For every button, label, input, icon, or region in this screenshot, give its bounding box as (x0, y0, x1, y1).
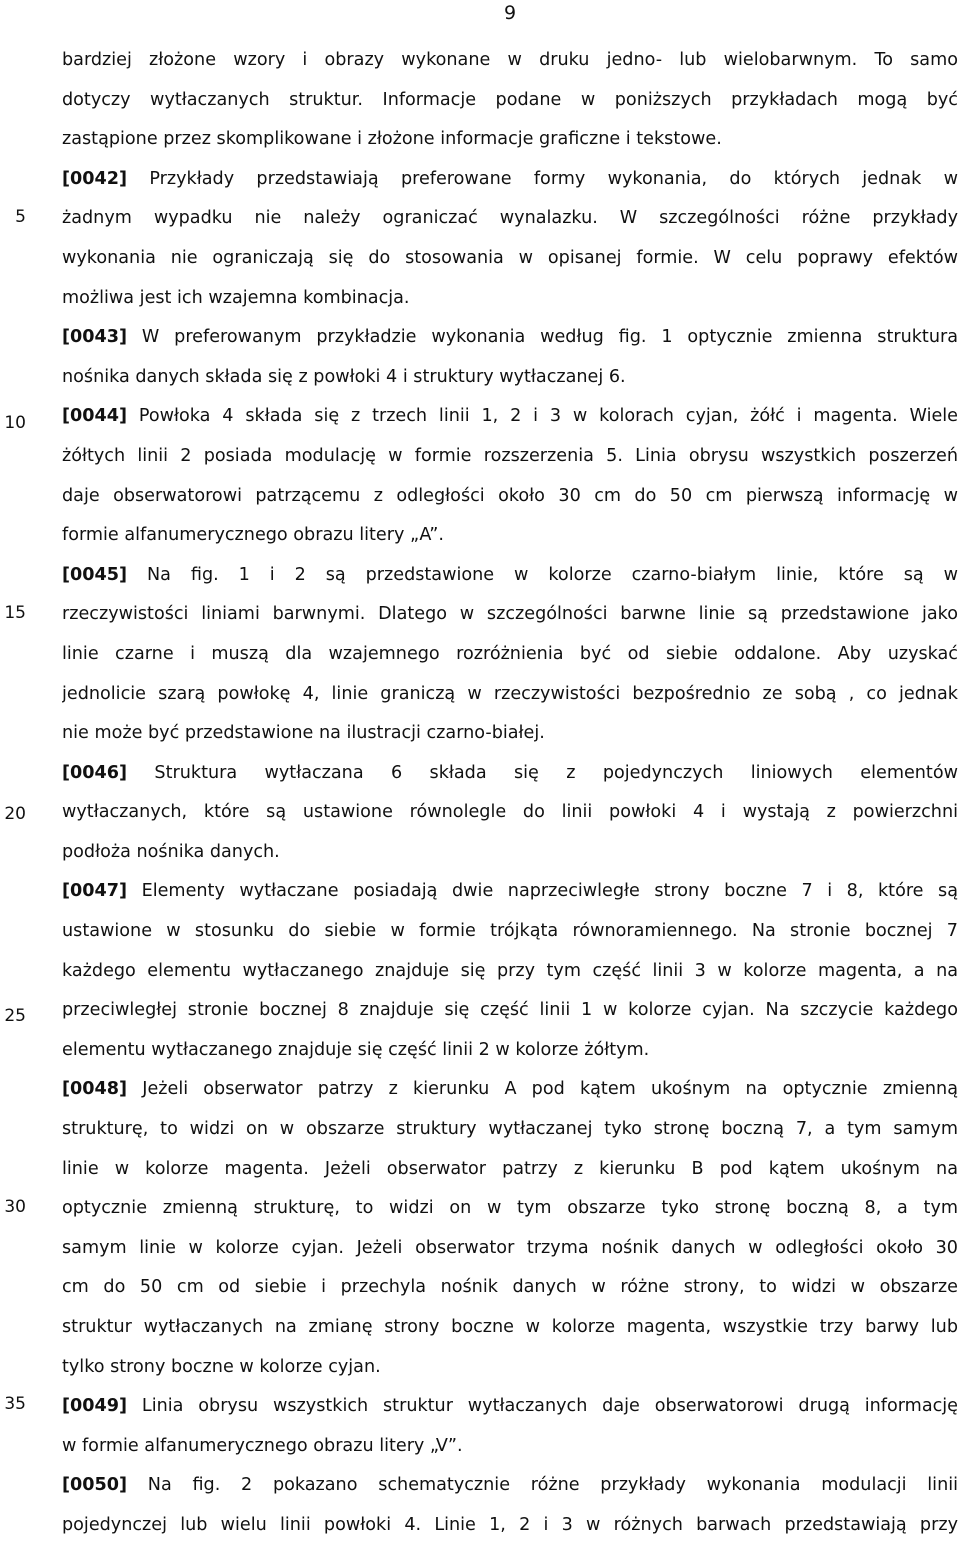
text-line (62, 1150, 958, 1190)
paragraph-first-line (62, 1387, 958, 1427)
line-text: zastąpione przez skomplikowane i złożone informacje graficzne i tekstowe. (62, 129, 722, 150)
text-line (62, 1427, 958, 1467)
paragraph-number: [0050] (62, 1475, 128, 1496)
line-text: bardziej złożone wzory i obrazy wykonane w druku jedno- lub wielobarwnym. To samo (62, 50, 958, 70)
margin-line-number: 30 (4, 1197, 26, 1217)
text-line (62, 1268, 958, 1308)
line-text: Struktura wytłaczana 6 składa się z pojedynczych liniowych elementów (127, 762, 958, 783)
paragraph-first-line (62, 1466, 958, 1506)
text-line (62, 675, 958, 715)
paragraph-number: [0044] (62, 406, 128, 427)
line-text: strukturę, to widzi on w obszarze struktury wytłaczanej tyko stronę boczną 7, a tym samym (62, 1119, 958, 1140)
line-text: formie alfanumerycznego obrazu litery „A”. (62, 525, 444, 546)
text-line (62, 239, 958, 279)
paragraph-number: [0043] (62, 327, 128, 348)
margin-line-number: 15 (4, 603, 26, 623)
page-number: 9 (503, 2, 517, 24)
text-line (62, 1308, 958, 1348)
text-line (62, 991, 958, 1031)
text-line (62, 635, 958, 675)
margin-line-number: 20 (4, 804, 26, 824)
line-text: podłoża nośnika danych. (62, 841, 280, 862)
line-text: tylko strony boczne w kolorze cyjan. (62, 1356, 381, 1377)
text-line (62, 358, 958, 398)
line-text: w formie alfanumerycznego obrazu litery „V”. (62, 1435, 463, 1456)
paragraph-number: [0049] (62, 1396, 128, 1417)
document-body (62, 41, 958, 1546)
text-line (62, 120, 958, 160)
line-text: ustawione w stosunku do siebie w formie trójkąta równoramiennego. Na stronie bocznej 7 (62, 921, 958, 942)
line-text: wytłaczanych, które są ustawione równolegle do linii powłoki 4 i wystają z powierzchni (62, 802, 958, 823)
text-line (62, 41, 958, 81)
text-line (62, 516, 958, 556)
line-text: linie w kolorze magenta. Jeżeli obserwator patrzy z kierunku B pod kątem ukośnym na (62, 1158, 958, 1179)
margin-line-number: 5 (15, 207, 26, 227)
text-line (62, 1110, 958, 1150)
line-text: jednolicie szarą powłokę 4, linie graniczą w rzeczywistości bezpośrednio ze sobą , co jednak (62, 683, 958, 704)
text-line (62, 1229, 958, 1269)
text-line (62, 595, 958, 635)
line-text: linie czarne i muszą dla wzajemnego rozróżnienia być od siebie oddalone. Aby uzyskać (62, 643, 958, 664)
line-text: Na fig. 1 i 2 są przedstawione w kolorze czarno-białym linie, które są w (127, 564, 958, 585)
line-text: nośnika danych składa się z powłoki 4 i struktury wytłaczanej 6. (62, 366, 626, 387)
line-text: przeciwległej stronie bocznej 8 znajduje się część linii 1 w kolorze cyjan. Na szczycie każdego (62, 1000, 958, 1021)
text-line (62, 81, 958, 121)
paragraph-first-line (62, 318, 958, 358)
text-line (62, 437, 958, 477)
margin-line-number: 25 (4, 1006, 26, 1026)
paragraph-number: [0042] (62, 168, 128, 189)
line-text: nie może być przedstawione na ilustracji czarno-białej. (62, 723, 545, 744)
line-text: struktur wytłaczanych na zmianę strony boczne w kolorze magenta, wszystkie trzy barwy lub (62, 1317, 958, 1337)
text-line (62, 952, 958, 992)
text-line (62, 833, 958, 873)
paragraph-first-line (62, 872, 958, 912)
line-text: dotyczy wytłaczanych struktur. Informacje podane w poniższych przykładach mogą być (62, 89, 958, 110)
paragraph-first-line (62, 397, 958, 437)
line-text: pojedynczej lub wielu linii powłoki 4. Linie 1, 2 i 3 w różnych barwach przedstawiają przy (62, 1514, 958, 1535)
paragraph-number: [0046] (62, 762, 128, 783)
line-text: Na fig. 2 pokazano schematycznie różne przykłady wykonania modulacji linii (127, 1475, 958, 1496)
line-text: Jeżeli obserwator patrzy z kierunku A pod kątem ukośnym na optycznie zmienną (127, 1079, 958, 1100)
paragraph-number: [0045] (62, 564, 128, 585)
text-line (62, 477, 958, 517)
text-line (62, 1189, 958, 1229)
margin-line-number: 10 (4, 413, 26, 433)
paragraph-first-line (62, 160, 958, 200)
line-text: elementu wytłaczanego znajduje się część linii 2 w kolorze żółtym. (62, 1039, 650, 1060)
line-text: samym linie w kolorze cyjan. Jeżeli obserwator trzyma nośnik danych w odległości około 30 (62, 1237, 958, 1258)
text-line (62, 714, 958, 754)
line-text: każdego elementu wytłaczanego znajduje się przy tym część linii 3 w kolorze magenta, a na (62, 960, 958, 981)
line-text: W preferowanym przykładzie wykonania według fig. 1 optycznie zmienna struktura (127, 327, 958, 348)
line-text: Przykłady przedstawiają preferowane formy wykonania, do których jednak w (127, 168, 958, 189)
line-text: optycznie zmienną strukturę, to widzi on w tym obszarze tyko stronę boczną 8, a tym (62, 1198, 958, 1219)
paragraph-number: [0048] (62, 1079, 128, 1100)
line-text: Powłoka 4 składa się z trzech linii 1, 2 i 3 w kolorach cyjan, żółć i magenta. Wiele (127, 406, 958, 427)
line-text: żadnym wypadku nie należy ograniczać wynalazku. W szczególności różne przykłady (62, 208, 958, 229)
text-line (62, 912, 958, 952)
text-line (62, 1031, 958, 1071)
line-text: daje obserwatorowi patrzącemu z odległości około 30 cm do 50 cm pierwszą informację w (62, 485, 958, 506)
text-line (62, 279, 958, 319)
text-line (62, 1348, 958, 1388)
text-line (62, 199, 958, 239)
line-text: Elementy wytłaczane posiadają dwie naprzeciwległe strony boczne 7 i 8, które są (127, 881, 958, 902)
line-text: cm do 50 cm od siebie i przechyla nośnik danych w różne strony, to widzi w obszarze (62, 1277, 958, 1298)
text-line (62, 793, 958, 833)
paragraph-first-line (62, 1070, 958, 1110)
line-text: Linia obrysu wszystkich struktur wytłaczanych daje obserwatorowi drugą informację (127, 1396, 958, 1417)
line-text: rzeczywistości liniami barwnymi. Dlatego w szczególności barwne linie są przedstawione jako (62, 604, 958, 625)
line-text: wykonania nie ograniczają się do stosowania w opisanej formie. W celu poprawy efektów (62, 247, 958, 268)
line-text: żółtych linii 2 posiada modulację w formie rozszerzenia 5. Linia obrysu wszystkich poszerzeń (62, 445, 958, 466)
paragraph-number: [0047] (62, 881, 128, 902)
text-line (62, 1506, 958, 1546)
margin-line-number: 35 (4, 1394, 26, 1414)
line-text: możliwa jest ich wzajemna kombinacja. (62, 287, 410, 308)
paragraph-first-line (62, 754, 958, 794)
paragraph-first-line (62, 556, 958, 596)
